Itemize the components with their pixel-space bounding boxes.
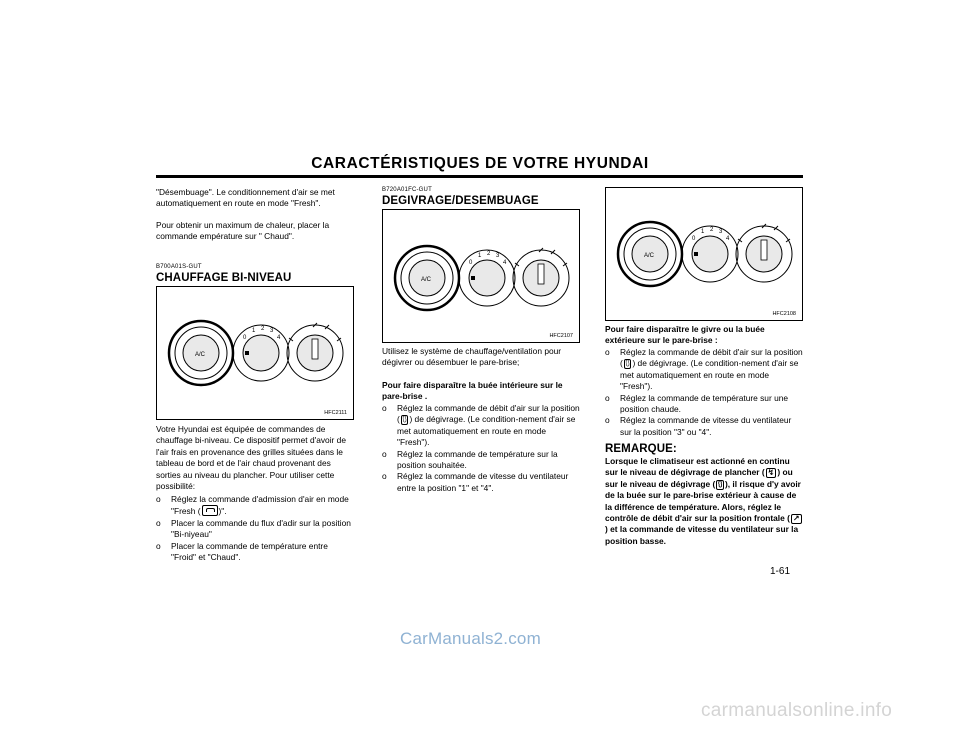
page-title: CARACTÉRISTIQUES DE VOTRE HYUNDAI [311,155,649,172]
fan-speed-0: 0 [243,335,247,341]
fan-speed-3: 3 [270,328,274,334]
col2-para1: Utilisez le système de chauffage/ventilation pour dégivrer ou désembuer le pare-brise; [382,346,562,368]
fan-speed-4: 4 [726,236,730,242]
ac-label: A/C [644,253,655,259]
fan-speed-2: 2 [261,326,265,332]
col1-para1: "Désembuage". Le conditionnement d'air se met automatiquement en route en mode "Fresh". [156,187,335,209]
figure-label: HFC2111 [324,410,347,416]
fan-speed-0: 0 [469,260,473,266]
col1-instruction-list [156,494,354,563]
col2-instruction-list [382,403,580,494]
watermark-footer: carmanualsonline.info [701,700,893,721]
fan-speed-1: 1 [478,253,482,259]
list-item: o Réglez la commande de débit d'air sur la position ( ⩇ ) de dégivrage. (Le condition-nement d'air se met automatiquement en route en mode "Fresh"). [605,347,803,393]
face-vent-icon: ↗ [792,514,800,524]
col3-bold-intro: Pour faire disparaître le givre ou la buée extérieure sur le pare-brise : [605,324,765,346]
col1-section-code: B700A01S-GUT [156,264,202,270]
col1-para3: Votre Hyundai est équipée de commandes de chauffage bi-niveau. Ce dispositif permet d'avoir de l'air frais en provenance des grilles situées dans le tableau de bord et de l'air chaud provenant des sorties au niveau du plancher. Pour utiliser cette possibilité: [156,424,346,492]
list-item: o Placer la commande du flux d'adir sur la position "Bi-niyeau" [156,518,354,541]
col2-section-code: B720A01FC-GUT [382,187,432,193]
fan-speed-0: 0 [692,236,696,242]
fan-speed-3: 3 [496,253,500,259]
list-item: o Réglez la commande de débit d'air sur la position ( ⩇ ) de dégivrage. (Le condition-nement d'air se met automatiquement en route en mode "Fresh"). [382,403,580,449]
defrost-icon: ⩇ [625,359,630,369]
list-item: o Réglez la commande de vitesse du ventilateur sur la position "3" ou "4". [605,415,803,438]
list-item: o Placer la commande de température entre "Froid" et "Chaud". [156,541,354,564]
col3-instruction-list [605,347,803,438]
watermark-link[interactable]: CarManuals2.com [400,629,541,648]
control-panel-illustration [383,210,579,342]
list-item: o Réglez la commande d'admission d'air en mode "Fresh ( )". [156,494,354,518]
col1-para2: Pour obtenir un maximum de chaleur, placer la commande empérature sur " Chaud". [156,220,330,242]
figure-label: HFC2108 [772,311,796,317]
ac-label: A/C [195,352,206,358]
control-panel-illustration [606,188,802,320]
defrost-icon: ⩇ [718,479,722,489]
header-divider [156,175,803,178]
figure-bilevel-controls [156,286,354,420]
fresh-air-icon [202,505,218,516]
list-item: o Réglez la commande de vitesse du ventilateur entre la position "1" et "4". [382,471,580,494]
floor-defrost-icon: ↯ [767,468,775,478]
list-item: o Réglez la commande de température sur une position chaude. [605,393,803,416]
page-number: 1-61 [770,566,791,577]
list-item: o Réglez la commande de température sur la position souhaitée. [382,449,580,472]
figure-label: HFC2107 [549,333,573,339]
figure-defrost-controls [382,209,580,343]
defrost-icon: ⩇ [402,415,407,425]
ac-label: A/C [421,277,432,283]
fan-speed-2: 2 [710,227,714,233]
figure-exterior-defrost-controls [605,187,803,321]
fan-speed-4: 4 [503,260,507,266]
fan-speed-4: 4 [277,335,281,341]
col1-heading: CHAUFFAGE BI-NIVEAU [156,272,292,284]
fan-speed-1: 1 [701,229,705,235]
col2-heading: DEGIVRAGE/DESEMBUAGE [382,195,539,207]
remark-title: REMARQUE: [605,443,677,455]
fan-speed-3: 3 [719,229,723,235]
control-panel-illustration [157,287,353,419]
remark-text: Lorsque le climatiseur est actionné en continu sur le niveau de dégivrage de plancher ( ↯ ) ou sur le niveau de dégivrage ( ⩇ ), il risque d'y avoir de la buée sur le pare-brise extérieur à cause de la différence de température. Alors, réglez le contrôle de débit d'air sur la position frontale ( ↗) et la commande de vitesse du ventilateur sur la position basse. [605,456,801,546]
fan-speed-1: 1 [252,328,256,334]
col2-bold-intro: Pour faire disparaître la buée intérieure sur le pare-brise . [382,380,563,402]
fan-speed-2: 2 [487,251,491,257]
